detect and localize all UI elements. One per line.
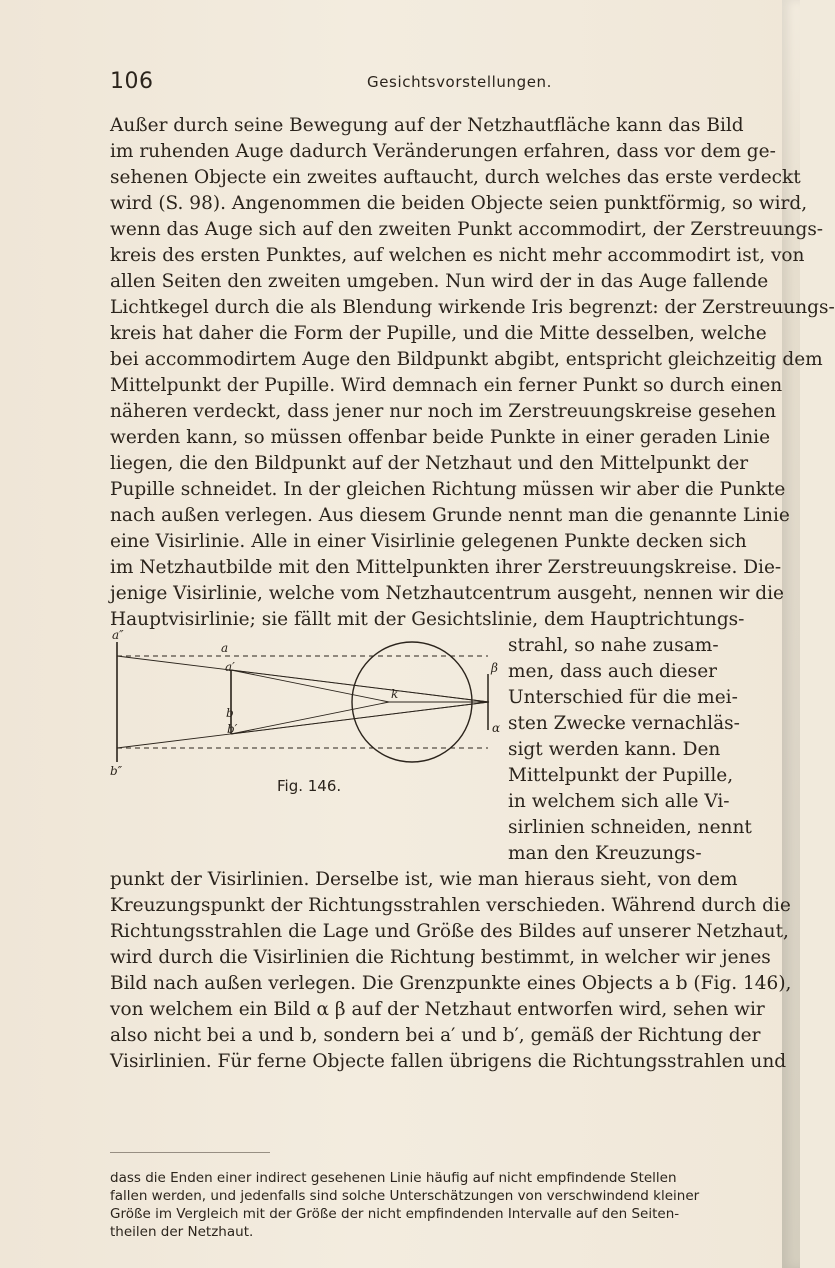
label-center-k: k [391,687,399,701]
ray-b-prime [231,702,489,734]
text-line: wird durch die Visirlinien die Richtung bestimmt, in welcher wir jenes [110,947,771,968]
text-line: im Netzhautbilde mit den Mittelpunkten ihrer Zerstreuungskreise. Die- [110,557,782,578]
text-line: also nicht bei a und b, sondern bei a′ und b′, gemäß der Richtung der [110,1025,761,1046]
text-line: Visirlinien. Für ferne Objecte fallen übrigens die Richtungsstrahlen und [110,1051,787,1072]
text-line: jenige Visirlinie, welche vom Netzhautcentrum ausgeht, nennen wir die [110,583,784,604]
text-line: men, dass auch dieser [508,661,718,682]
text-line: sirlinien schneiden, nennt [508,817,752,838]
running-head: Gesichtsvorstellungen. [367,73,553,91]
label-b-prime: b′ [227,722,238,736]
text-line: eine Visirlinie. Alle in einer Visirlinie gelegenen Punkte decken sich [110,531,747,552]
footnote-line: theilen der Netzhaut. [110,1224,254,1240]
ray-a-prime [231,670,489,702]
text-line: kreis hat daher die Form der Pupille, und die Mitte desselben, welche [110,323,767,344]
text-line: liegen, die den Bildpunkt auf der Netzhaut und den Mittelpunkt der [110,453,749,474]
label-a-double-prime: a″ [112,628,124,642]
text-line: wenn das Auge sich auf den zweiten Punkt accommodirt, der Zerstreuungs- [110,219,824,240]
text-line: Bild nach außen verlegen. Die Grenzpunkte eines Objects a b (Fig. 146), [110,973,792,994]
text-line: wird (S. 98). Angenommen die beiden Objecte seien punktförmig, so wird, [110,193,808,214]
text-line: strahl, so nahe zusam- [508,635,719,656]
text-line: Außer durch seine Bewegung auf der Netzhautfläche kann das Bild [110,115,744,136]
text-line: bei accommodirtem Auge den Bildpunkt abgibt, entspricht gleichzeitig dem [110,349,823,370]
footnote-line: fallen werden, und jedenfalls sind solche Unterschätzungen von verschwindend kleiner [110,1188,700,1204]
text-line: Mittelpunkt der Pupille. Wird demnach ein ferner Punkt so durch einen [110,375,783,396]
label-alpha: α [492,721,501,735]
label-b-double-prime: b″ [110,764,123,778]
text-line: näheren verdeckt, dass jener nur noch im Zerstreuungskreise gesehen [110,401,777,422]
text-line: kreis des ersten Punktes, auf welchen es nicht mehr accommodirt ist, von [110,245,805,266]
label-a-prime: a′ [225,660,235,674]
text-line: punkt der Visirlinien. Derselbe ist, wie man hieraus sieht, von dem [110,869,738,890]
label-b: b [226,706,234,720]
figure-146 [110,624,501,778]
footnote-line: Größe im Vergleich mit der Größe der nicht empfindenden Intervalle auf den Seiten- [110,1206,680,1222]
page-number: 106 [110,69,154,94]
text-line: man den Kreuzungs- [508,843,702,864]
text-line: Hauptvisirlinie; sie fällt mit der Gesichtslinie, dem Hauptrichtungs- [110,609,745,630]
figure-caption: Fig. 146. [277,777,342,795]
text-line: von welchem ein Bild α β auf der Netzhaut entworfen wird, sehen wir [110,999,765,1020]
text-line: sten Zwecke vernachläs- [508,713,740,734]
footnote-rule [110,1152,270,1153]
text-line: Richtungsstrahlen die Lage und Größe des Bildes auf unserer Netzhaut, [110,921,789,942]
text-line: nach außen verlegen. Aus diesem Grunde nennt man die genannte Linie [110,505,790,526]
text-line: Pupille schneidet. In der gleichen Richtung müssen wir aber die Punkte [110,479,786,500]
label-a: a [221,641,229,655]
text-line: im ruhenden Auge dadurch Veränderungen erfahren, dass vor dem ge- [110,141,776,162]
cross-ray-1 [231,670,389,702]
text-line: sehenen Objecte ein zweites auftaucht, durch welches das erste verdeckt [110,167,801,188]
text-line: Unterschied für die mei- [508,687,738,708]
label-beta: β [491,661,498,675]
text-line: Kreuzungspunkt der Richtungsstrahlen verschieden. Während durch die [110,895,791,916]
text-line: sigt werden kann. Den [508,739,721,760]
text-line: werden kann, so müssen offenbar beide Punkte in einer geraden Linie [110,427,771,448]
cross-ray-2 [231,702,389,734]
text-line: in welchem sich alle Vi- [508,791,730,812]
text-line: Lichtkegel durch die als Blendung wirkende Iris begrenzt: der Zerstreuungs- [110,297,835,318]
text-line: allen Seiten den zweiten umgeben. Nun wird der in das Auge fallende [110,271,769,292]
footnote-line: dass die Enden einer indirect gesehenen Linie häufig auf nicht empfindende Stellen [110,1170,677,1186]
text-line: Mittelpunkt der Pupille, [508,765,734,786]
